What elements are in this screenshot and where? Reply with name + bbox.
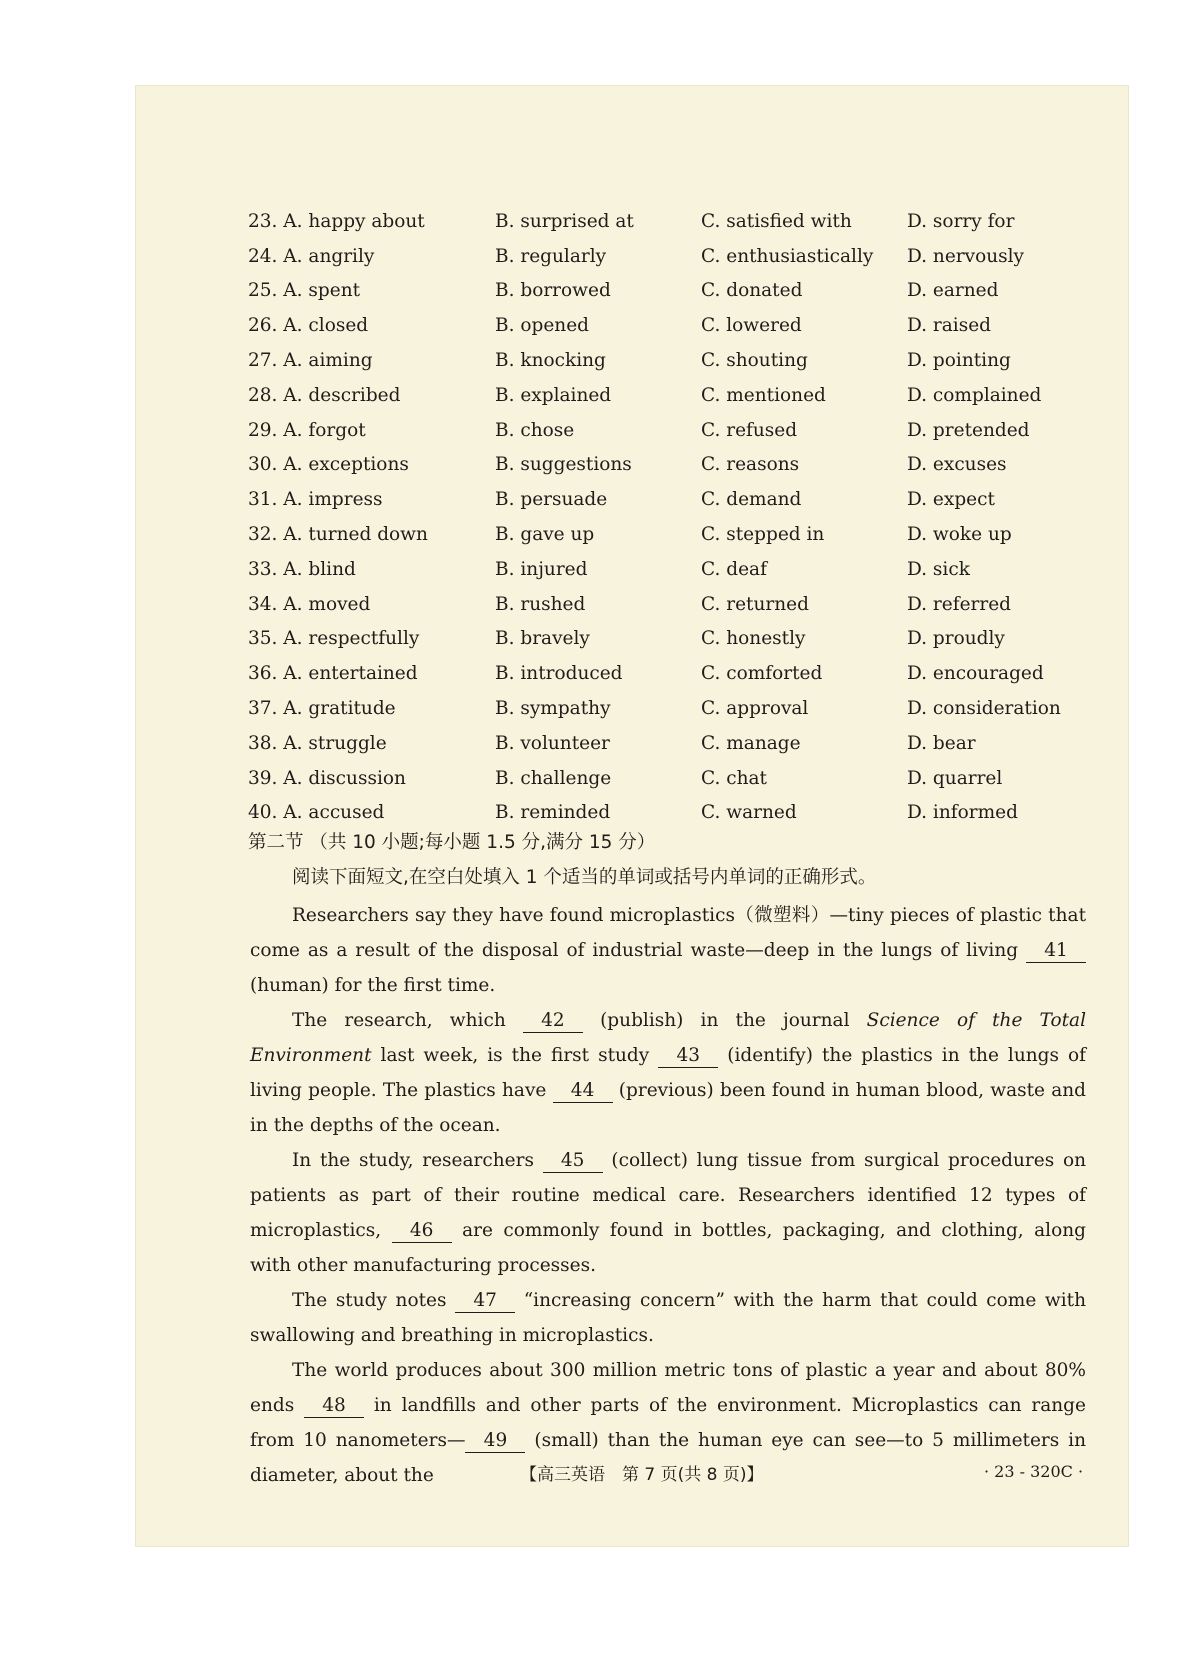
option-a: 24. A. angrily xyxy=(248,245,375,267)
option-c: C. approval xyxy=(701,698,809,720)
option-b: B. reminded xyxy=(495,802,611,824)
option-b: B. bravely xyxy=(495,628,590,650)
option-c: C. chat xyxy=(701,767,767,789)
option-a: 32. A. turned down xyxy=(248,524,428,546)
option-c: C. reasons xyxy=(701,454,800,476)
option-a: 30. A. exceptions xyxy=(248,454,409,476)
paragraph-5: The world produces about 300 million metric tons of plastic a year and about 80% ends 48 in landfills and other parts of the environment. Microplastics can range from 10 nanometers— 49 (small) than the human eye can see—to 5 millimeters in diameter, about the xyxy=(250,1360,1086,1486)
option-row xyxy=(248,308,1088,343)
option-a: 23. A. happy about xyxy=(248,210,425,232)
option-b: B. knocking xyxy=(495,350,606,372)
option-a: 28. A. described xyxy=(248,384,401,406)
option-d: D. consideration xyxy=(907,698,1061,720)
page-footer: 【高三英语 第 7 页(共 8 页)】 xyxy=(520,1465,764,1485)
option-d: D. pointing xyxy=(907,350,1011,372)
exam-code: · 23 - 320C · xyxy=(984,1462,1084,1481)
option-row xyxy=(248,587,1088,622)
option-b: B. chose xyxy=(495,419,575,441)
option-c: C. warned xyxy=(701,802,797,824)
paragraph-1: Researchers say they have found microplastics（微塑料）—tiny pieces of plastic that come as a result of the disposal of industrial waste—deep in the lungs of living 41 (human) for the first time. xyxy=(250,905,1086,996)
paragraph-2: The research, which 42 (publish) in the journal Science of the Total Environment last week, is the first study 43 (identify) the plastics in the lungs of living people. The plastics have 44 (previous) been found in human blood, waste and in the depths of the ocean. xyxy=(250,1010,1086,1136)
option-b: B. regularly xyxy=(495,245,607,267)
option-d: D. sick xyxy=(907,558,970,580)
option-d: D. woke up xyxy=(907,524,1012,546)
blank-45: 45 xyxy=(543,1150,603,1173)
option-c: C. stepped in xyxy=(701,524,825,546)
blank-43: 43 xyxy=(658,1045,718,1068)
option-b: B. sympathy xyxy=(495,698,611,720)
option-b: B. injured xyxy=(495,558,588,580)
option-row xyxy=(248,239,1088,274)
option-a: 39. A. discussion xyxy=(248,767,406,789)
option-b: B. persuade xyxy=(495,489,608,511)
option-row xyxy=(248,482,1088,517)
option-b: B. borrowed xyxy=(495,280,611,302)
option-b: B. volunteer xyxy=(495,732,610,754)
option-b: B. suggestions xyxy=(495,454,632,476)
option-d: D. sorry for xyxy=(907,210,1015,232)
option-d: D. earned xyxy=(907,280,999,302)
blank-44: 44 xyxy=(553,1080,613,1103)
option-c: C. enthusiastically xyxy=(701,245,874,267)
option-row xyxy=(248,378,1088,413)
option-row xyxy=(248,204,1088,239)
blank-42: 42 xyxy=(523,1010,583,1033)
option-d: D. nervously xyxy=(907,245,1025,267)
option-row xyxy=(248,517,1088,552)
option-d: D. encouraged xyxy=(907,663,1044,685)
option-d: D. bear xyxy=(907,732,976,754)
option-a: 35. A. respectfully xyxy=(248,628,420,650)
option-row xyxy=(248,552,1088,587)
option-row xyxy=(248,622,1088,657)
option-row xyxy=(248,413,1088,448)
option-c: C. satisfied with xyxy=(701,210,852,232)
option-c: C. lowered xyxy=(701,315,802,337)
blank-41: 41 xyxy=(1026,940,1086,963)
option-a: 34. A. moved xyxy=(248,593,371,615)
option-row xyxy=(248,448,1088,483)
option-c: C. shouting xyxy=(701,350,808,372)
option-a: 27. A. aiming xyxy=(248,350,373,372)
blank-46: 46 xyxy=(392,1220,452,1243)
option-a: 31. A. impress xyxy=(248,489,383,511)
option-c: C. demand xyxy=(701,489,802,511)
blank-47: 47 xyxy=(455,1290,515,1313)
option-b: B. gave up xyxy=(495,524,595,546)
option-b: B. surprised at xyxy=(495,210,634,232)
option-a: 36. A. entertained xyxy=(248,663,418,685)
option-d: D. excuses xyxy=(907,454,1007,476)
option-c: C. refused xyxy=(701,419,798,441)
option-d: D. pretended xyxy=(907,419,1030,441)
option-a: 40. A. accused xyxy=(248,802,385,824)
option-a: 38. A. struggle xyxy=(248,732,387,754)
option-b: B. introduced xyxy=(495,663,623,685)
option-b: B. challenge xyxy=(495,767,612,789)
reading-passage xyxy=(250,898,1086,1493)
option-d: D. informed xyxy=(907,802,1018,824)
blank-49: 49 xyxy=(465,1430,525,1453)
paragraph-4: The study notes 47 “increasing concern” with the harm that could come with swallowing and breathing in microplastics. xyxy=(250,1290,1086,1346)
option-c: C. donated xyxy=(701,280,803,302)
option-d: D. referred xyxy=(907,593,1011,615)
option-c: C. honestly xyxy=(701,628,806,650)
option-c: C. returned xyxy=(701,593,809,615)
option-c: C. mentioned xyxy=(701,384,826,406)
option-c: C. deaf xyxy=(701,558,767,580)
section-title: 第二节 （共 10 小题;每小题 1.5 分,满分 15 分） xyxy=(248,832,656,853)
option-a: 37. A. gratitude xyxy=(248,698,396,720)
option-d: D. expect xyxy=(907,489,995,511)
option-row xyxy=(248,656,1088,691)
option-b: B. explained xyxy=(495,384,612,406)
option-row xyxy=(248,761,1088,796)
option-c: C. comforted xyxy=(701,663,823,685)
option-c: C. manage xyxy=(701,732,801,754)
option-row xyxy=(248,691,1088,726)
option-a: 26. A. closed xyxy=(248,315,369,337)
option-row xyxy=(248,796,1088,831)
option-a: 29. A. forgot xyxy=(248,419,366,441)
option-b: B. opened xyxy=(495,315,589,337)
option-row xyxy=(248,274,1088,309)
section-instruction: 阅读下面短文,在空白处填入 1 个适当的单词或括号内单词的正确形式。 xyxy=(292,867,877,888)
option-a: 25. A. spent xyxy=(248,280,361,302)
option-d: D. complained xyxy=(907,384,1042,406)
option-d: D. proudly xyxy=(907,628,1005,650)
option-d: D. raised xyxy=(907,315,992,337)
paragraph-3: In the study, researchers 45 (collect) lung tissue from surgical procedures on patients as part of their routine medical care. Researchers identified 12 types of microplastics, 46 are commonly found in bottles, packaging, and clothing, along with other manufacturing processes. xyxy=(250,1150,1086,1276)
option-d: D. quarrel xyxy=(907,767,1003,789)
option-a: 33. A. blind xyxy=(248,558,356,580)
blank-48: 48 xyxy=(304,1395,364,1418)
journal-title: Science of the Total Environment xyxy=(250,1010,1086,1066)
option-table xyxy=(248,204,1088,830)
option-row xyxy=(248,343,1088,378)
option-row xyxy=(248,726,1088,761)
option-b: B. rushed xyxy=(495,593,586,615)
